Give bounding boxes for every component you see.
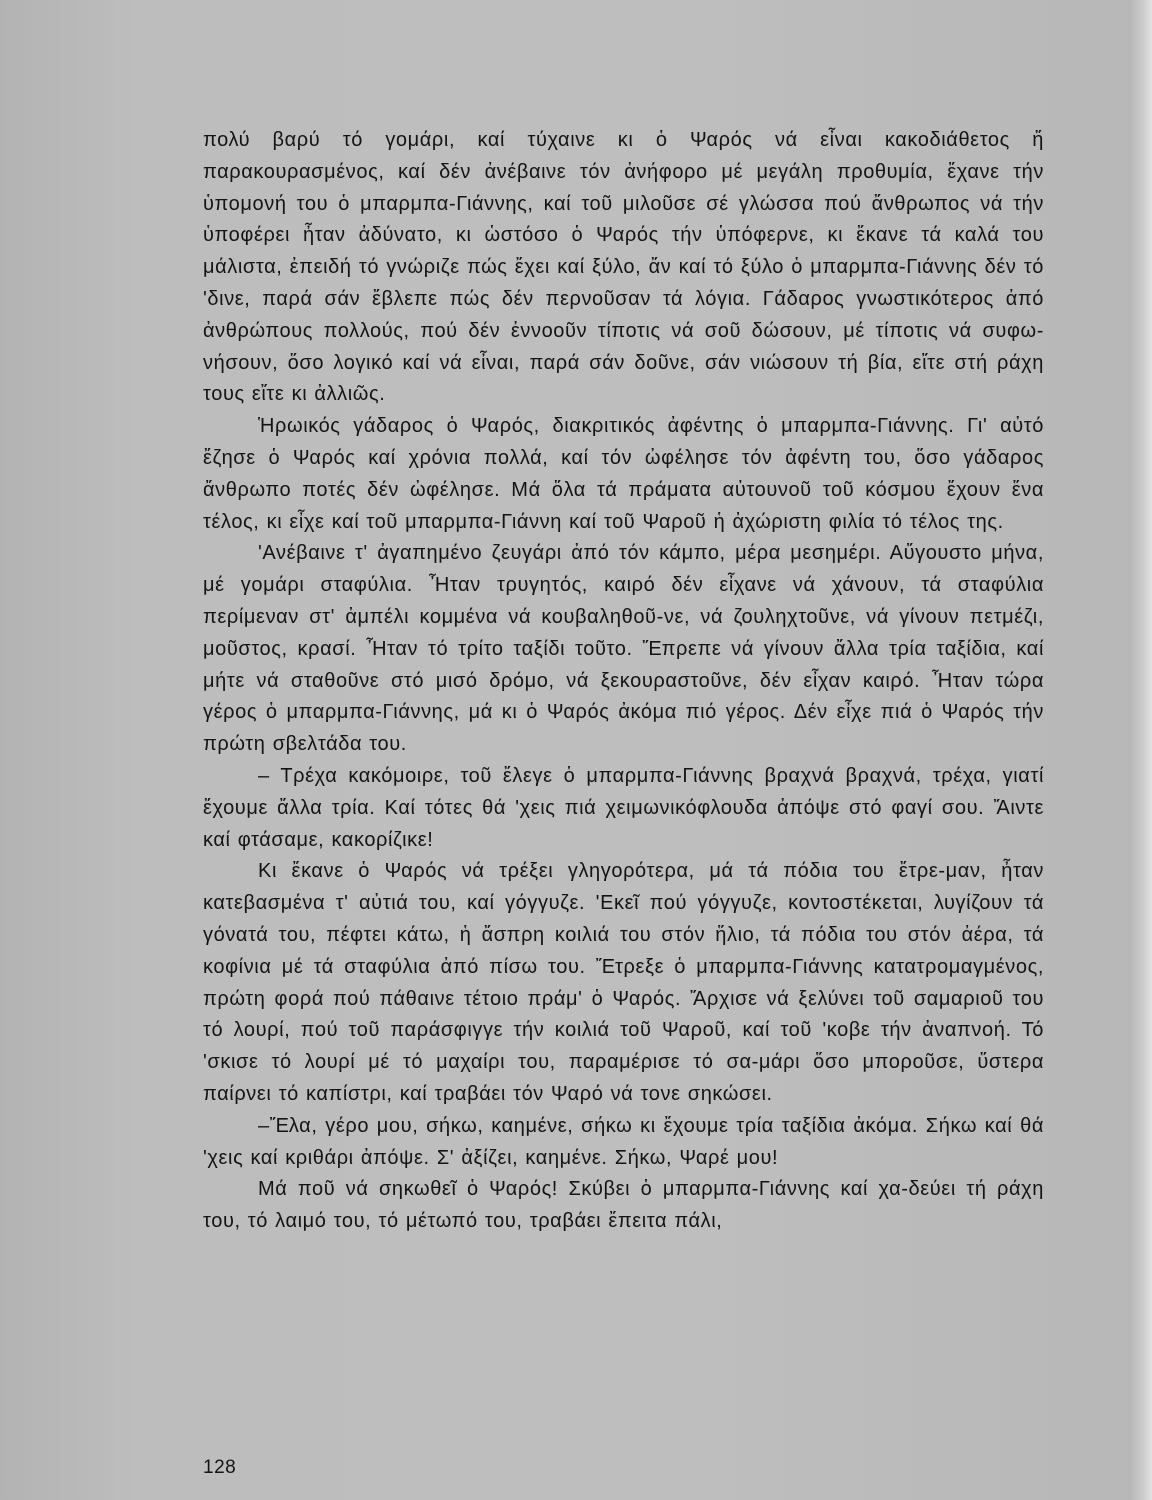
page-number: 128 (203, 1457, 237, 1478)
paragraph-dialogue: –Ἔλα, γέρο μου, σήκω, καημένε, σήκω κι ἔχουμε τρία ταξίδια ἀκόμα. Σήκω καί θά 'χεις καί κριθάρι ἀπόψε. Σ' ἀξίζει, καημένε. Σήκω, Ψαρέ μου! (203, 1114, 1044, 1169)
paragraph: Μά ποῦ νά σηκωθεῖ ὁ Ψαρός! Σκύβει ὁ μπαρμπα-Γιάννης καί χα-δεύει τή ράχη του, τό λαιμό του, τό μέτωπό του, τραβάει ἔπειτα πάλι, (203, 1178, 1044, 1233)
paragraph-dialogue: – Τρέχα κακόμοιρε, τοῦ ἔλεγε ὁ μπαρμπα-Γιάννης βραχνά βραχνά, τρέχα, γιατί ἔχουμε ἄλλα τρία. Καί τότες θά 'χεις πιά χειμωνικόφλουδα ἀπόψε στό φαγί σου. Ἄιντε καί φτάσαμε, κακορίζικε! (203, 764, 1044, 851)
paragraph: Ἡρωικός γάδαρος ὁ Ψαρός, διακριτικός ἀφέντης ὁ μπαρμπα-Γιάννης. Γι' αὐτό ἔζησε ὁ Ψαρός καί χρόνια πολλά, καί τόν ὠφέλησε τόν ἀφέντη του, ὅσο γάδαρος ἄνθρωπο ποτές δέν ὠφέλησε. Μά ὅλα τά πράματα αὐτουνοῦ τοῦ κόσμου ἔχουν ἕνα τέλος, κι εἶχε καί τοῦ μπαρμπα-Γιάννη καί τοῦ Ψαροῦ ἡ ἀχώριστη φιλία τό τέλος της. (203, 415, 1044, 533)
paragraph: πολύ βαρύ τό γομάρι, καί τύχαινε κι ὁ Ψαρός νά εἶναι κακοδιάθετος ἤ παρακουρασμένος, καί δέν ἀνέβαινε τόν ἀνήφορο μέ μεγάλη προθυμία, ἔχανε τήν ὑπομονή του ὁ μπαρμπα-Γιάννης, καί τοῦ μιλοῦσε σέ γλώσσα πού ἄνθρωπος νά τήν ὑποφέρει ἦταν ἀδύνατο, κι ὡστόσο ὁ Ψαρός τήν ὑπόφερνε, κι ἔκανε τά καλά του μάλιστα, ἐπειδή τό γνώριζε πώς ἔχει καί ξύλο, ἄν καί τό ξύλο ὁ μπαρμπα-Γιάννης δέν τό 'δινε, παρά σάν ἔβλεπε πώς δέν περνοῦσαν τά λόγια. Γάδαρος γνωστικότερος ἀπό ἀνθρώπους πολλούς, πού δέν ἐννοοῦν τίποτις νά σοῦ δώσουν, μέ τίποτις νά συφω-νήσουν, ὅσο λογικό καί νά εἶναι, παρά σάν δοῦνε, σάν νιώσουν τή βία, εἴτε στή ράχη τους εἴτε κι ἀλλιῶς. (203, 129, 1044, 406)
paragraph: Κι ἔκανε ὁ Ψαρός νά τρέξει γληγορότερα, μά τά πόδια του ἔτρε-μαν, ἦταν κατεβασμένα τ' αὐτιά του, καί γόγγυζε. 'Εκεῖ πού γόγγυζε, κοντοστέκεται, λυγίζουν τά γόνατά του, πέφτει κάτω, ἡ ἄσπρη κοιλιά του στόν ἥλιο, τά πόδια του στόν ἀέρα, τά κοφίνια μέ τά σταφύλια ἀπό πίσω του. Ἔτρεξε ὁ μπαρμπα-Γιάννης κατατρομαγμένος, πρώτη φορά πού πάθαινε τέτοιο πράμ' ὁ Ψαρός. Ἄρχισε νά ξελύνει τοῦ σαμαριοῦ του τό λουρί, πού τοῦ παράσφιγγε τήν κοιλιά τοῦ Ψαροῦ, καί τοῦ 'κοβε τήν ἀναπνοή. Τό 'σκισε τό λουρί μέ τό μαχαίρι του, παραμέρισε τό σα-μάρι ὅσο μποροῦσε, ὕστερα παίρνει τό καπίστρι, καί τραβάει τόν Ψαρό νά τονε σηκώσει. (203, 860, 1044, 1105)
body-text (203, 125, 1044, 1238)
page-edge-shadow (1130, 0, 1152, 1500)
paragraph: 'Ανέβαινε τ' ἀγαπημένο ζευγάρι ἀπό τόν κάμπο, μέρα μεσημέρι. Αὔγουστο μήνα, μέ γομάρι σταφύλια. Ἦταν τρυγητός, καιρό δέν εἶχανε νά χάνουν, τά σταφύλια περίμεναν στ' ἀμπέλι κομμένα νά κουβαληθοῦ-νε, νά ζουληχτοῦνε, νά γίνουν πετμέζι, μοῦστος, κρασί. Ἦταν τό τρίτο ταξίδι τοῦτο. Ἔπρεπε νά γίνουν ἄλλα τρία ταξίδια, καί μήτε νά σταθοῦνε στό μισό δρόμο, νά ξεκουραστοῦνε, δέν εἶχαν καιρό. Ἦταν τώρα γέρος ὁ μπαρμπα-Γιάννης, μά κι ὁ Ψαρός ἀκόμα πιό γέρος. Δέν εἶχε πιά ὁ Ψαρός τήν πρώτη σβελτάδα του. (203, 542, 1044, 756)
